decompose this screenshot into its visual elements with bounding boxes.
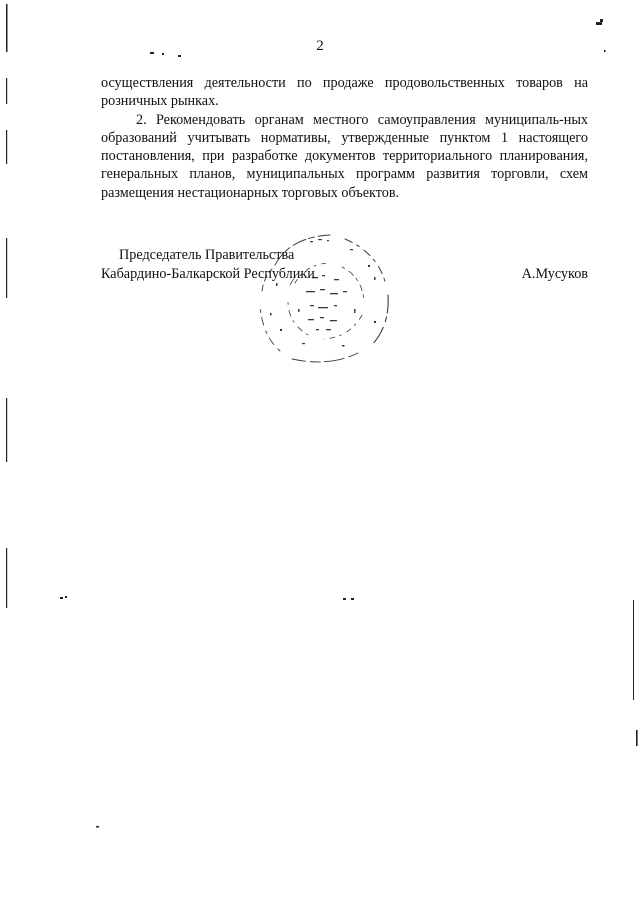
body-text <box>101 74 588 202</box>
signatory-name: А.Мусуков <box>521 266 588 282</box>
signatory-title-line-2: Кабардино-Балкарской Республики <box>101 266 315 282</box>
page-number: 2 <box>316 38 324 54</box>
paragraph-item-2: 2. Рекомендовать органам местного самоуправления муниципаль-ных образований учитывать нормативы, утвержденные пунктом 1 настоящего постановления, при разработке документов территориального планирования, генеральных планов, муниципальных программ развития торговли, схем размещения нестационарных торговых объектов. <box>101 111 588 201</box>
paragraph-continuation: осуществления деятельности по продаже продовольственных товаров на розничных рынках. <box>101 75 588 110</box>
signatory-title-line-1: Председатель Правительства <box>119 247 295 263</box>
